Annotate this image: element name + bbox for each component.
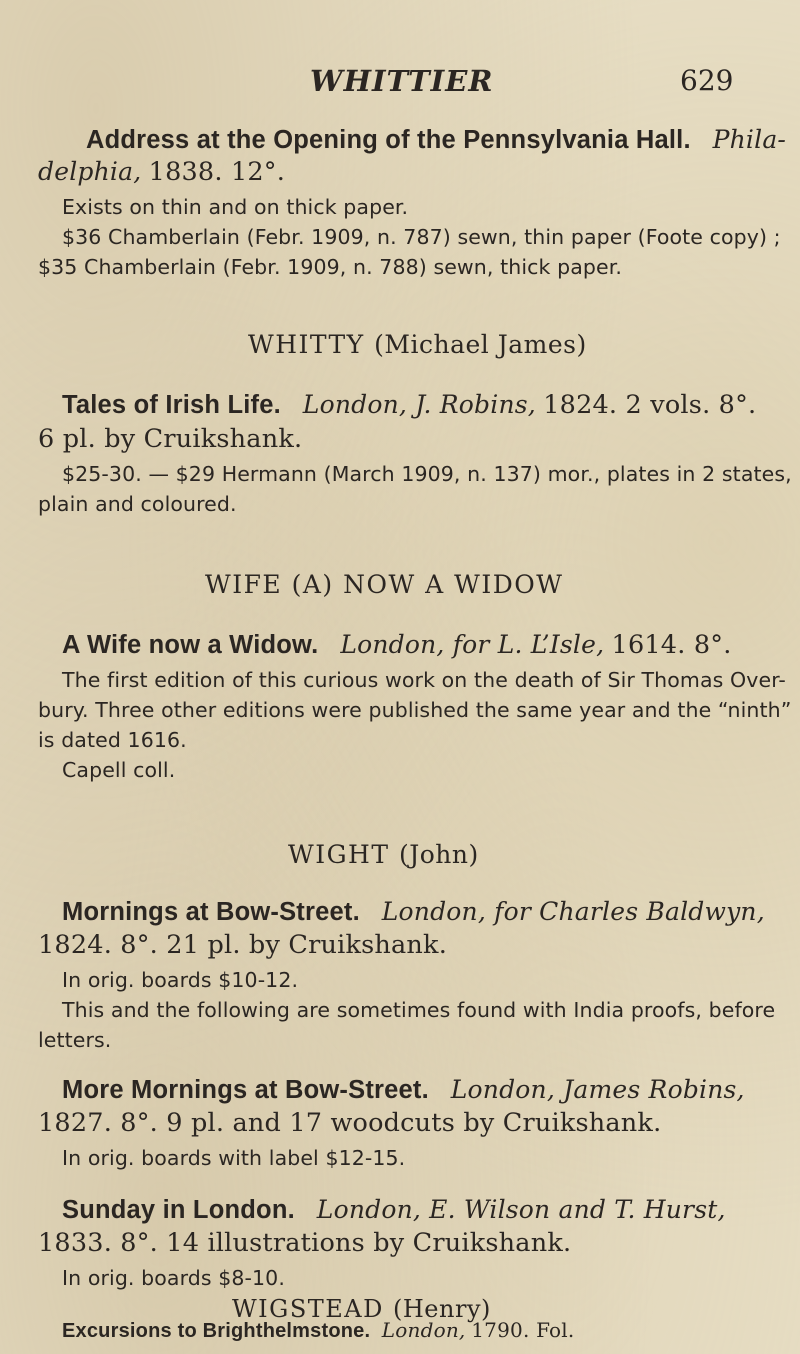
entry-price: In orig. boards $8-10.	[62, 1266, 285, 1290]
entry-price: plain and coloured.	[38, 492, 237, 516]
entry-imprint: London, for L. L’Isle,	[340, 630, 605, 659]
author-surname: WHITTY	[248, 330, 365, 359]
entry-price: In orig. boards with label $12-15.	[62, 1146, 406, 1170]
author-heading-wight	[288, 840, 479, 869]
author-forenames: (Michael James)	[374, 330, 587, 359]
entry-title-line	[62, 897, 765, 927]
running-head	[0, 64, 800, 112]
entry-date-format: 1824. 2 vols. 8°.	[543, 390, 757, 420]
entry-note: Exists on thin and on thick paper.	[62, 195, 409, 219]
entry-note: bury. Three other editions were published the same year and the “ninth”	[38, 698, 792, 722]
author-heading-whitty	[248, 330, 587, 359]
entry-title-line	[62, 1195, 726, 1225]
entry-imprint: Phila-	[712, 125, 787, 154]
entry-note: The first edition of this curious work on the death of Sir Thomas Over-	[62, 668, 786, 692]
author-surname: WIGHT	[288, 840, 390, 869]
entry-imprint: London, J. Robins,	[302, 390, 536, 419]
entry-price: $36 Chamberlain (Febr. 1909, n. 787) sewn, thin paper (Foote copy) ;	[62, 225, 781, 249]
author-surname: WIGSTEAD	[232, 1295, 384, 1323]
entry-imprint-line	[38, 157, 285, 187]
entry-collation: 6 pl. by Cruikshank.	[38, 424, 303, 454]
entry-price: $35 Chamberlain (Febr. 1909, n. 788) sewn, thick paper.	[38, 255, 622, 279]
entry-note: letters.	[38, 1028, 112, 1052]
page-number: 629	[680, 64, 734, 97]
entry-collation: 1824. 8°. 21 pl. by Cruikshank.	[38, 930, 447, 960]
entry-price: In orig. boards $10-12.	[62, 968, 299, 992]
entry-date-format: 1838. 12°.	[148, 157, 286, 187]
entry-imprint: London,	[381, 1318, 466, 1342]
title-heading-wife	[205, 570, 563, 599]
entry-note: This and the following are sometimes found with India proofs, before	[62, 998, 776, 1022]
author-forenames: (Henry)	[393, 1295, 491, 1323]
running-head-title: WHITTIER	[310, 64, 494, 98]
author-forenames: (John)	[398, 840, 479, 869]
entry-date-format: 1790. Fol.	[471, 1318, 575, 1342]
entry-title: Sunday in London.	[62, 1196, 295, 1224]
entry-title: Excursions to Brighthelmstone.	[62, 1320, 371, 1342]
entry-date-format: 1614. 8°.	[611, 630, 732, 660]
entry-title: Tales of Irish Life.	[62, 391, 281, 419]
entry-title: Mornings at Bow-Street.	[62, 898, 360, 926]
entry-note: is dated 1616.	[38, 728, 187, 752]
entry-title: A Wife now a Widow.	[62, 631, 319, 659]
entry-imprint: delphia,	[38, 157, 142, 186]
entry-title-line	[62, 630, 732, 660]
entry-price: $25-30. — $29 Hermann (March 1909, n. 137) mor., plates in 2 states,	[62, 462, 792, 486]
entry-title: Address at the Opening of the Pennsylvania Hall.	[86, 126, 691, 154]
entry-title-line	[62, 1075, 745, 1105]
entry-collation: 1833. 8°. 14 illustrations by Cruikshank.	[38, 1228, 572, 1258]
entry-imprint: London, E. Wilson and T. Hurst,	[316, 1195, 726, 1224]
entry-imprint: London, for Charles Baldwyn,	[381, 897, 765, 926]
entry-imprint: London, James Robins,	[450, 1075, 745, 1104]
entry-title: More Mornings at Bow-Street.	[62, 1076, 429, 1104]
entry-collation: 1827. 8°. 9 pl. and 17 woodcuts by Cruikshank.	[38, 1108, 662, 1138]
heading-text: WIFE (A) NOW A WIDOW	[205, 570, 564, 599]
entry-title-line	[86, 125, 786, 155]
entry-provenance: Capell coll.	[62, 758, 176, 782]
entry-title-line	[62, 390, 756, 420]
